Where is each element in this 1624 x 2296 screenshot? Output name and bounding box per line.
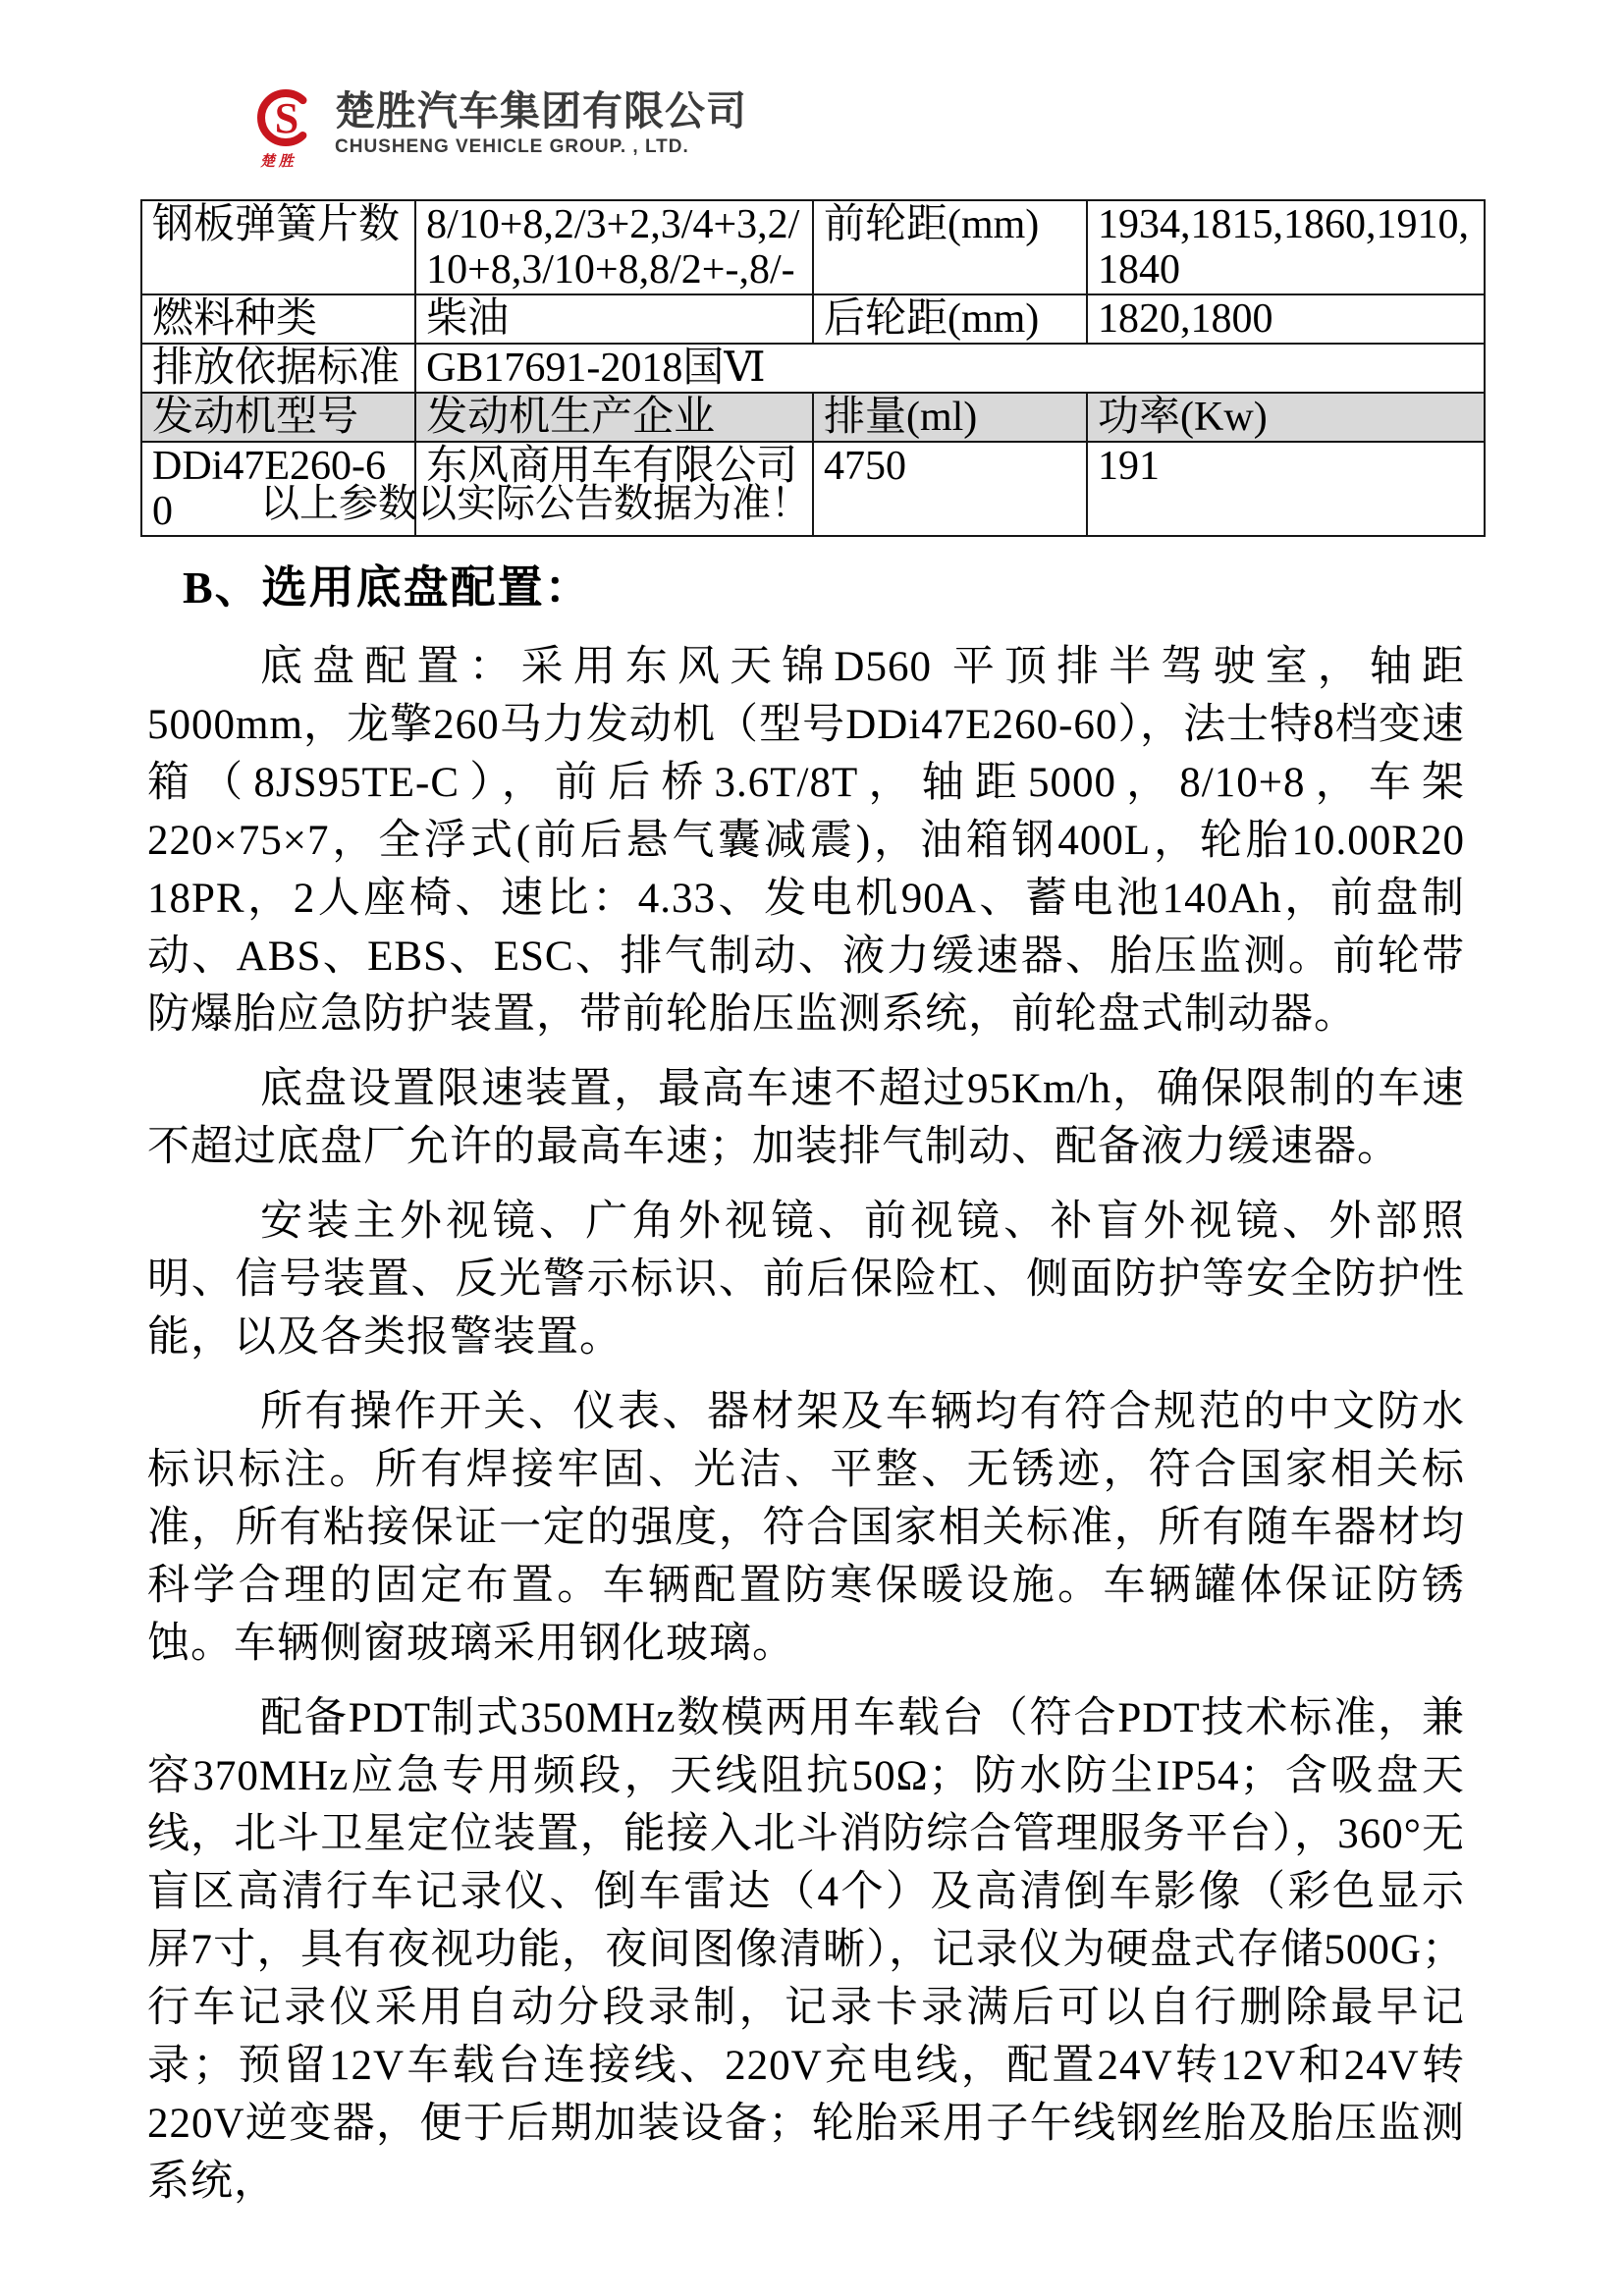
spec-cell: 钢板弹簧片数 <box>141 200 415 294</box>
body-text <box>147 638 1465 2227</box>
spec-cell: 排放依据标准 <box>141 344 415 393</box>
spec-cell: DDi47E260-60 <box>141 442 415 536</box>
svg-text:S: S <box>274 94 299 142</box>
spec-cell: 柴油 <box>415 294 813 344</box>
spec-cell: GB17691-2018国Ⅵ <box>415 344 1485 393</box>
body-paragraph: 安装主外视镜、广角外视镜、前视镜、补盲外视镜、外部照明、信号装置、反光警示标识、前后保险杠、侧面防护等安全防护性能，以及各类报警装置。 <box>147 1199 1465 1361</box>
company-name-cn: 楚胜汽车集团有限公司 <box>335 88 747 133</box>
spec-cell: 燃料种类 <box>141 294 415 344</box>
spec-table-row <box>141 200 1485 294</box>
spec-table-header-row <box>141 393 1485 442</box>
body-paragraph: 底盘配置：采用东风天锦D560 平顶排半驾驶室，轴距5000mm，龙擎260马力发动机（型号DDi47E260-60），法士特8档变速箱（8JS95TE-C），前后桥3.6T/8T，轴距5000，8/10+8，车架220×75×7，全浮式(前后悬气囊减震)，油箱钢400L，轮胎10.00R20 18PR，2人座椅、速比：4.33、发电机90A、蓄电池140Ah，前盘制动、ABS、EBS、ESC、排气制动、液力缓速器、胎压监测。前轮带防爆胎应急防护装置，带前轮胎压监测系统，前轮盘式制动器。 <box>147 644 1465 1038</box>
spec-header-cell: 发动机生产企业 <box>415 393 813 442</box>
body-paragraph: 底盘设置限速装置，最高车速不超过95Km/h，确保限制的车速不超过底盘厂允许的最高车速；加装排气制动、配备液力缓速器。 <box>147 1066 1465 1170</box>
company-name-en: CHUSHENG VEHICLE GROUP. , LTD. <box>335 136 689 157</box>
spec-cell: 191 <box>1087 442 1485 536</box>
logo-emblem-characters: 楚 胜 <box>260 154 294 170</box>
company-logo <box>256 88 747 171</box>
logo-text-block <box>335 88 747 158</box>
section-heading: B、选用底盘配置： <box>183 562 592 613</box>
body-paragraph: 所有操作开关、仪表、器材架及车辆均有符合规范的中文防水标识标注。所有焊接牢固、光洁、平整、无锈迹，符合国家相关标准，所有粘接保证一定的强度，符合国家相关标准，所有随车器材均科学合理的固定布置。车辆配置防寒保暖设施。车辆罐体保证防锈蚀。车辆侧窗玻璃采用钢化玻璃。 <box>147 1389 1465 1667</box>
spec-cell: 东风商用车有限公司 <box>415 442 813 536</box>
spec-header-cell: 排量(ml) <box>813 393 1087 442</box>
spec-header-cell: 功率(Kw) <box>1087 393 1485 442</box>
spec-cell: 1820,1800 <box>1087 294 1485 344</box>
spec-table-row <box>141 344 1485 393</box>
body-paragraph: 配备PDT制式350MHz数模两用车载台（符合PDT技术标准，兼容370MHz应急专用频段，天线阻抗50Ω；防水防尘IP54；含吸盘天线，北斗卫星定位装置，能接入北斗消防综合管理服务平台），360°无盲区高清行车记录仪、倒车雷达（4个）及高清倒车影像（彩色显示屏7寸，具有夜视功能，夜间图像清晰），记录仪为硬盘式存储500G；行车记录仪采用自动分段录制，记录卡录满后可以自行删除最早记录；预留12V车载台连接线、220V充电线，配置24V转12V和24V转220V逆变器，便于后期加装设备；轮胎采用子午线钢丝胎及胎压监测系统， <box>147 1695 1465 2205</box>
logo-emblem-icon <box>256 88 317 171</box>
spec-cell: 后轮距(mm) <box>813 294 1087 344</box>
params-note: 以上参数以实际公告数据为准！ <box>260 481 810 525</box>
spec-header-cell: 发动机型号 <box>141 393 415 442</box>
spec-table-row <box>141 294 1485 344</box>
spec-cell: 前轮距(mm) <box>813 200 1087 294</box>
spec-cell: 1934,1815,1860,1910,1840 <box>1087 200 1485 294</box>
spec-cell: 8/10+8,2/3+2,3/4+3,2/10+8,3/10+8,8/2+-,8/- <box>415 200 813 294</box>
spec-cell: 4750 <box>813 442 1087 536</box>
logo-crescent-icon <box>256 88 317 149</box>
